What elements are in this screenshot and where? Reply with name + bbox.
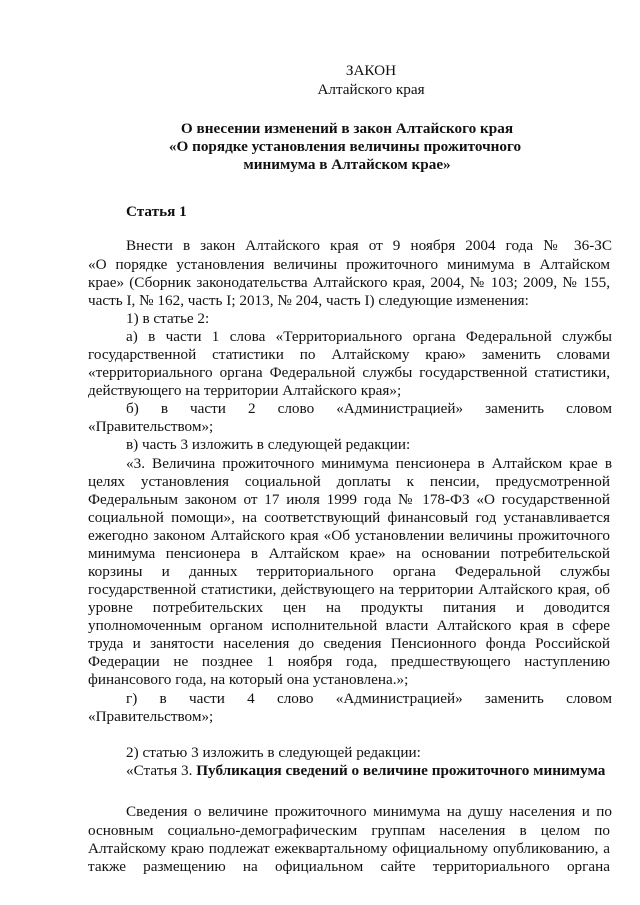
body-line: основным социально-демографическим группам населения в целом по: [88, 822, 610, 839]
body-line: государственной статистики, действующего на территории Алтайского края, об: [88, 581, 610, 598]
body-line: минимума пенсионера в Алтайском крае» на основании потребительской: [88, 545, 610, 562]
body-line: а) в части 1 слова «Территориального органа Федеральной службы: [126, 328, 612, 345]
body-line: «3. Величина прожиточного минимума пенсионера в Алтайском крае в: [126, 455, 612, 472]
body-line: целях установления социальной доплаты к пенсии, предусмотренной: [88, 473, 610, 490]
body-line: корзины и данных территориального органа Федеральной службы: [88, 563, 610, 580]
body-line: крае» (Сборник законодательства Алтайского края, 2004, № 103; 2009, № 155,: [88, 274, 610, 291]
law-title: ЗАКОН: [345, 62, 397, 79]
body-line: государственной статистики по Алтайскому краю» заменить словами: [88, 346, 610, 363]
body-line: Внести в закон Алтайского края от 9 ноября 2004 года № 36-ЗС: [126, 237, 612, 254]
body-line: Федерации не позднее 1 ноября года, предшествующего наступлению: [88, 653, 610, 670]
body-line: в) часть 3 изложить в следующей редакции:: [126, 436, 411, 453]
body-line: ежегодно законом Алтайского края «Об установлении величины прожиточного: [88, 527, 610, 544]
body-line: «Правительством»;: [88, 708, 214, 725]
body-line: часть I, № 162, часть I; 2013, № 204, часть I) следующие изменения:: [88, 292, 529, 309]
body-line: «территориального органа Федеральной службы государственной статистики,: [88, 364, 610, 381]
body-line: 2) статью 3 изложить в следующей редакции:: [126, 744, 421, 761]
body-line: г) в части 4 слово «Администрацией» заменить словом: [126, 690, 612, 707]
body-line: «О порядке установления величины прожиточного минимума в Алтайском: [88, 256, 610, 273]
law-subtitle: Алтайского края: [317, 81, 425, 98]
body-line: также размещению на официальном сайте территориального органа: [88, 858, 610, 875]
body-line: «Правительством»;: [88, 418, 214, 435]
body-line: финансового года, на который она установлена.»;: [88, 671, 409, 688]
body-line: уполномоченным органом исполнительной власти Алтайского края в сфере: [88, 617, 610, 634]
body-line: Сведения о величине прожиточного минимума на душу населения и по: [126, 803, 612, 820]
body-line: Федеральным законом от 17 июля 1999 года № 178-ФЗ «О государственной: [88, 491, 610, 508]
body-line: социальной помощи», на соответствующий финансовый год устанавливается: [88, 509, 610, 526]
article-3-heading: Публикация сведений о величине прожиточного минимума: [196, 762, 606, 779]
body-line: б) в части 2 слово «Администрацией» заменить словом: [126, 400, 612, 417]
article-3-label: [126, 762, 605, 780]
body-line: уровне потребительских цен на продукты питания и доводится: [88, 599, 610, 616]
law-heading-line: О внесении изменений в закон Алтайского края: [180, 120, 514, 137]
body-line: Алтайскому краю подлежат ежеквартальному официальному опубликованию, а: [88, 840, 610, 857]
law-heading-line: «О порядке установления величины прожиточного: [168, 138, 522, 155]
body-line: 1) в статье 2:: [126, 310, 210, 327]
body-line: труда и занятости населения до сведения Пенсионного фонда Российской: [88, 635, 610, 652]
body-line: действующего на территории Алтайского края»;: [88, 382, 402, 399]
law-heading-line: минимума в Алтайском крае»: [243, 156, 451, 173]
article-title: Статья 1: [126, 203, 187, 220]
article-3-number: «Статья 3.: [126, 762, 193, 779]
